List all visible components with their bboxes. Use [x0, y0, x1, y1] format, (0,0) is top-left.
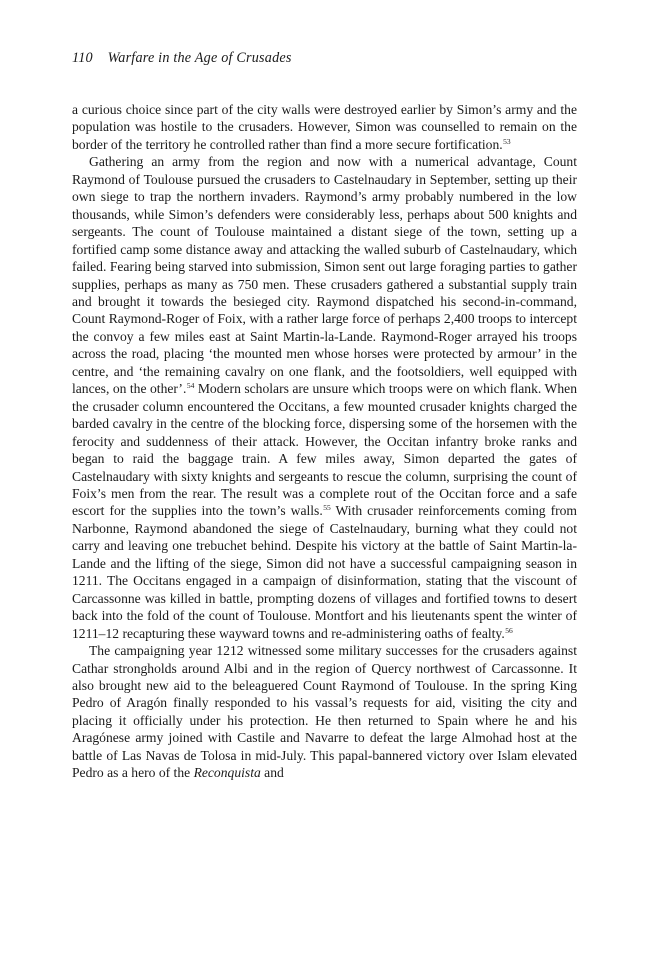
text-run: a curious choice since part of the city walls were destroyed earlier by Simon’s army and the population was hostile to the crusaders. However, Simon was counselled to remain on the border of the territory he controlled rather than find a more secure fortification.: [72, 102, 577, 152]
book-title: Warfare in the Age of Crusades: [107, 50, 292, 66]
text-run: With crusader reinforcements coming from Narbonne, Raymond abandoned the siege of Castelnaudary, burning what they could not carry and leaving one trebuchet behind. Despite his victory at the battle of Saint Martin-la-Lande and the lifting of the siege, Simon did not have a successful campaigning season in 1211. The Occitans engaged in a campaign of disinformation, stating that the viscount of Carcassonne was killed in battle, prompting dozens of villages and fortified towns to desert back into the fold of the count of Toulouse. Montfort and his lieutenants spent the winter of 1211–12 recapturing these wayward towns and re-administering oaths of fealty.: [72, 503, 577, 641]
text-run: Modern scholars are unsure which troops were on which flank. When the crusader column encountered the Occitans, a few mounted crusader knights charged the barded cavalry in the centre of the blocking force, dispersing some of the horsemen with the ferocity and suddenness of their attack. However, the Occitan infantry broke ranks and began to raid the baggage train. A few miles away, Simon departed the gates of Castelnaudary with sixty knights and sergeants to rescue the column, surprising the count of Foix’s men from the rear. The result was a complete rout of the Occitan force and a safe escort for the supplies into the town’s walls.: [72, 381, 577, 519]
footnote-marker: 56: [505, 625, 513, 635]
text-run: and: [260, 765, 284, 781]
text-run: The campaigning year 1212 witnessed some military successes for the crusaders against Cathar strongholds around Albi and in the region of Quercy northwest of Carcassonne. It also brought new aid to the beleaguered Count Raymond of Toulouse. In the spring King Pedro of Aragón finally responded to his vassal’s requests for aid, visiting the city and placing it officially under his protection. He then returned to Spain where he and his Aragónese army joined with Castile and Navarre to defeat the large Almohad host at the battle of Las Navas de Tolosa in mid-July. This papal-bannered victory over Islam elevated Pedro as a hero of the: [72, 643, 577, 781]
paragraph: [72, 642, 577, 782]
italic-text-run: Reconquista: [193, 765, 261, 781]
text-run: Gathering an army from the region and now with a numerical advantage, Count Raymond of Toulouse pursued the crusaders to Castelnaudary in September, setting up their own siege to trap the northern invaders. Raymond’s army probably numbered in the low thousands, while Simon’s defenders were considerably less, perhaps about 500 knights and sergeants. The count of Toulouse maintained a distant siege of the town, setting up a fortified camp some distance away and attacking the walled suburb of Castelnaudary, which failed. Fearing being starved into submission, Simon sent out large foraging parties to gather supplies, perhaps as many as 750 men. These crusaders gathered a substantial supply train and brought it towards the besieged city. Raymond dispatched his second-in-command, Count Raymond-Roger of Foix, with a rather large force of perhaps 2,400 troops to intercept the convoy a few miles east at Saint Martin-la-Lande. Raymond-Roger arrayed his troops across the road, placing ‘the mounted men whose horses were protected by armour’ in the centre, and ‘the remaining cavalry on one flank, and the footsoldiers, well equipped with lances, on the other’.: [72, 154, 577, 397]
paragraph: [72, 153, 577, 642]
running-head: [72, 50, 292, 67]
page-number: 110: [72, 50, 93, 66]
footnote-marker: 54: [186, 381, 195, 391]
body-text: [72, 101, 577, 782]
footnote-marker: 55: [323, 503, 331, 513]
footnote-marker: 53: [503, 136, 511, 146]
paragraph: [72, 101, 577, 153]
